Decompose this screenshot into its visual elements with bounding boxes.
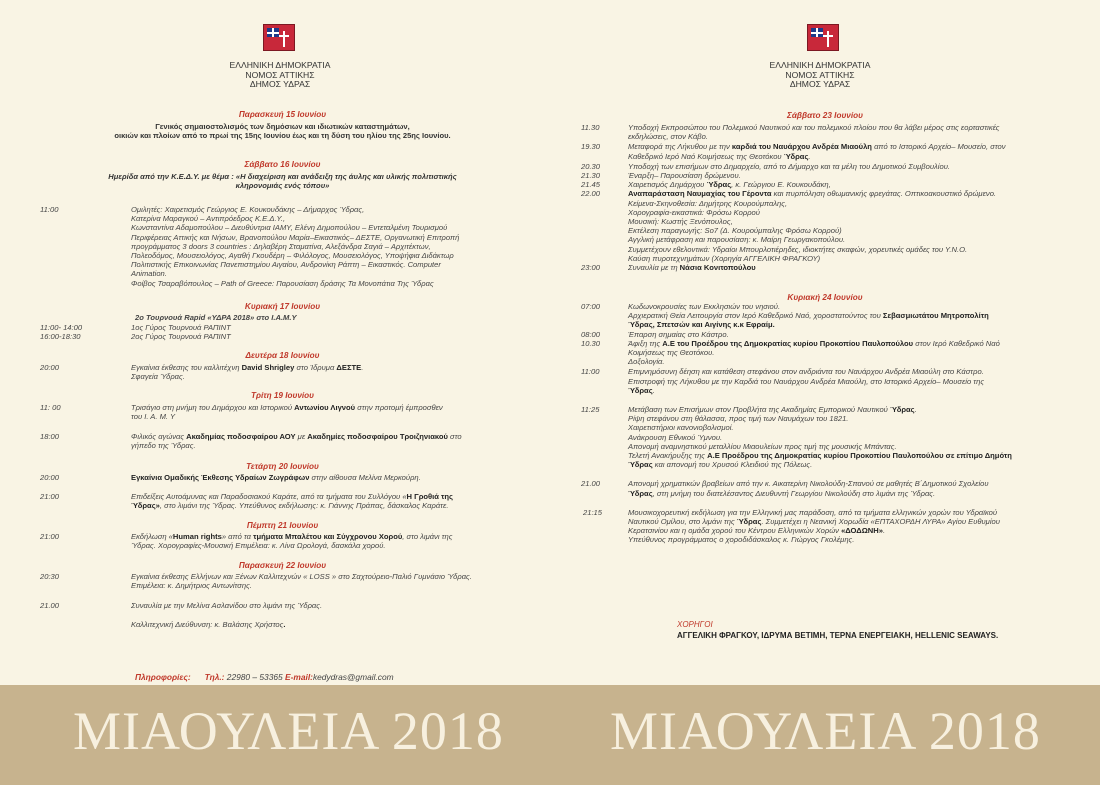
event-text: Ύδρας. [628,385,655,395]
event-text: Ύδρας, στη μνήμη του διατελέσαντος Διευθυντή Γεωργίου Νικολούδη στο λιμάνι της Ύδρας. [628,488,936,498]
event-time: 19.30 [581,142,601,152]
event-text: Συναυλία με τη Νάσια Κονιτοπούλου [628,263,756,272]
event-text: Δοξολογία. [628,357,665,367]
event-text: Εκδήλωση «Human rights» από τα τμήματα Μπαλέτου και Σύγχρονου Χορού, στο λιμάνι της [131,532,453,541]
event-time: 21.45 [581,180,601,190]
event-text: Μετάβαση των Επισήμων στον Προβλήτα της Ακαδημίας Εμπορικού Ναυτικού Ύδρας. [628,405,917,414]
email-link[interactable]: kedydras@gmail.com [312,672,394,682]
event-text: Ανάκρουση Εθνικού Ύμνου. [628,432,723,442]
event-text: Υποδοχή των επισήμων στο Δημαρχείο, από το Δήμαρχο και τα μέλη του Δημοτικού Συμβουλίου. [628,161,950,171]
event-text: Αγγλική μετάφραση και παρουσίαση: κ. Μαίρη Γεωργακοπούλου. [628,235,846,245]
conference-speakers: Ομιλητές: Χαιρετισμός Γεώργιος Ε. Κουκουδάκης – Δήμαρχος Ύδρας, Κατερίνα Μαραγκού – Αντιπρόεδρος Κ.Ε.Δ.Υ., Κωνσταντίνα Αδαμοπούλου – Διευθύντρια ΙΑΜΥ, Ελένη Δημοπούλου – Εντεταλμένη Τουρισμού Περιφέρειας Αττικής και Νήσων, Βρανοπούλου Μαρία–Εικαστικός– ΔΕΣΤΕ, Οργανωτική Επιτροπή προγράμματος 3 doors 3 countries : Δηλαβέρη Σταματίνα, Αλεξάνδρα Σαγιά – Αρχιτέκτων, Πολεοδόμος, Μουσειολόγος, Αγαθή Γκουδέρη – Φιλόλογος, Μουσειολόγος, Υποψήφια Διδάκτωρ Πολιτιστικής Επικοινωνίας Πανεπιστημίου Αιγαίου, Ανδρονίκη Ράπτη – Εικαστικός. Computer Animation. Φοίβος Τσαραβόπουλος – Path of Greece: Παρουσίαση δράσης Τα Μονοπάτια Της Ύδρας [131,205,460,288]
event-time: 21.30 [581,171,601,180]
event-text: Ύδρας. Χορογραφίες-Μουσική Επιμέλεια: κ. Λίνα Ωρολογά, δασκάλα χορού. [131,541,386,550]
event-time: 20:00 [40,363,60,372]
event-text: Εκτέλεση παραγωγής: So7 (Δ. Κουρούμπαλης Φρόσω Κορρού) [628,226,842,236]
event-text: Κερατσινίου και η ομάδα χορού του Κέντρου Ελληνικών Χορών «ΔΟΔΩΝΗ». [628,526,886,536]
conference-title: κληρονομιάς ενός τόπου» [235,181,330,190]
event-text: Επιμνημόσυνη δέηση και κατάθεση στεφάνου στον ανδριάντα του Ναυάρχου Ανδρέα Μιαούλη στο Κάστρο. [628,367,984,377]
event-time: 10.30 [581,338,601,348]
event-time: 07:00 [581,302,601,311]
event-text: Επιδείξεις Αυτοάμυνας και Παραδοσιακού Καράτε, από τα τμήματα του Συλλόγου «Η Γροθιά της [131,492,454,501]
event-time: 21.00 [581,479,601,489]
event-text: Συμμετέχουν εθελοντικά: Υδραίοι Μπουρλοτιέρηδες, ιδιοκτήτες σκαφών, χορευτικές ομάδες του Υ.Ν.Ο. [628,244,968,254]
event-text: Μεταφορά της Λήκυθου με την καρδιά του Ναυάρχου Ανδρέα Μιαούλη από το Ιστορικό Αρχείο– Μουσείο, στον [628,142,1006,152]
coat-of-arms-icon [263,24,295,51]
event-time: 11: 00 [40,403,61,412]
left-page [0,0,550,685]
event-text: Φιλικός αγώνας Ακαδημίας ποδοσφαίρου ΑΟΥ με Ακαδημίες ποδοσφαίρου Τροιζηνιακού στο [131,432,462,441]
event-text: Τρισάγιο στη μνήμη του Δημάρχου και Ιστορικού Αντωνίου Λιγνού στην προτομή έμπροσθεν [131,403,443,412]
event-text: Απονομή χρηματικών βραβείων από την κ. Αικατερίνη Νικολούδη-Σπανού σε μαθητές Β΄Δημοτικού Σχολείου [628,479,989,489]
event-time: 20.30 [581,161,601,171]
event-time: 21:15 [583,507,603,517]
event-time: 20:30 [40,572,60,581]
event-text: Άφιξη της Α.Ε του Προέδρου της Δημοκρατίας κυρίου Προκοπίου Παυλοπούλου στον Ιερό Καθεδρικό Ναό [628,338,1000,348]
event-text: Κοιμήσεως της Θεοτόκου. [628,348,715,357]
event-text: Τελετή Ανακήρυξης της Α.Ε Προέδρου της Δημοκρατίας κυρίου Προκοπίου Παυλοπούλου σε επίτιμο Δημότη [628,451,1012,460]
conference-title: Ημερίδα από την Κ.Ε.Δ.Υ. με θέμα : «Η διαχείριση και ανάδειξη της άυλης και υλικής πολιτιστικής [108,172,457,181]
event-text: Αρχιερατική Θεία Λειτουργία στον Ιερό Καθεδρικό Ναό, χοροστατούντος του Σεβασμιωτάτου Μητροπολίτη [628,311,989,321]
event-text: Απονομή αναμνηστικού μεταλλίου Μιαουλείων προς τιμή της μουσικής Μπάντας. [628,441,897,451]
event-time: 21:00 [40,532,60,541]
day-heading-sun-24: Κυριακή 24 Ιουνίου [787,293,863,302]
event-time: 11:00 [40,205,59,214]
event-text: 2ος Γύρος Τουρνουά ΡΑΠΙΝΤ [131,332,231,341]
event-time: 22.00 [581,189,601,199]
event-text: 1ος Γύρος Τουρνουά ΡΑΠΙΝΤ [131,323,231,332]
event-text: Εγκαίνια Ομαδικής Έκθεσης Υδραίων Ζωγράφων στην αίθουσα Μελίνα Μερκούρη. [131,473,421,482]
event-text: Κείμενα-Σκηνοθεσία: Δημήτρης Κουρούμπαλης, [628,198,788,208]
sponsors-list: ΑΓΓΕΛΙΚΗ ΦΡΑΓΚΟΥ, ΙΔΡΥΜΑ ΒΕΤΙΜΗ, ΤΕΡΝΑ ΕΝΕΡΓΕΙΑΚΗ, HELLENIC SEAWAYS. [677,631,999,640]
event-text: Εγκαίνια έκθεσης του καλλιτέχνη David Shrigley στο Ίδρυμα ΔΕΣΤΕ. [131,363,364,372]
event-text: Επιστροφή της Λήκυθου με την Καρδιά του Ναυάρχου Ανδρέα Μιαούλη, στο Ιστορικό Αρχείο– Μουσείο της [628,376,985,386]
flag-dressing-text: οικιών και πλοίων από το πρωί της 15ης Ιουνίου έως και τη δύση του ηλίου της 25ης Ιουνίου. [114,131,451,140]
event-text: Συναυλία με την Μελίνα Ασλανίδου στο λιμάνι της Ύδρας. [131,601,323,610]
day-heading-wed-20: Τετάρτη 20 Ιουνίου [246,462,319,471]
event-time: 11.30 [581,123,600,132]
event-text: Καθεδρικό Ιερό Ναό Κοιμήσεως της Θεοτόκου Ύδρας. [628,151,811,161]
event-time: 11:25 [581,405,600,414]
day-heading-mon-18: Δευτέρα 18 Ιουνίου [245,351,320,360]
event-text: Ύδρας, Σπετσών και Αιγίνης κ.κ Εφραίμ. [628,320,775,330]
event-text: εκδηλώσεις, στον Κάβο. [628,132,708,142]
event-text: Καύση πυροτεχνημάτων (Χορηγία ΑΓΓΕΛΙΚΗ ΦΡΑΓΚΟΥ) [628,253,821,263]
chess-tournament-title: 2ο Τουρνουά Rapid «ΥΔΡΑ 2018» στο Ι.Α.Μ.Υ [135,313,297,322]
event-time: 18:00 [40,432,60,441]
event-text: Ναυτικού Ομίλου, στο λιμάνι της Ύδρας. Συμμετέχει η Νεανική Χορωδία «ΕΠΤΑΧΟΡΔΗ ΛΥΡΑ» Αγίου Ευθυμίου [628,517,1000,526]
coat-of-arms-icon [807,24,839,51]
event-time: 11:00 [581,367,600,377]
event-text: Ύδρας και απονομή του Χρυσού Κλειδιού της Πόλεως. [628,460,813,470]
event-time: 21.00 [40,601,60,610]
event-time: 16:00-18:30 [40,332,81,341]
event-text: Μουσική: Κωστής Ξενόπουλος, [628,217,733,226]
day-heading-sun-17: Κυριακή 17 Ιουνίου [244,302,321,311]
sponsors-heading: ΧΟΡΗΓΟΙ [677,620,713,629]
event-text: Χαιρετιστήριοι κανονιοβολισμοί. [628,423,734,433]
day-heading-tue-19: Τρίτη 19 Ιουνίου [250,391,315,400]
day-heading-sat-16: Σάββατο 16 Ιουνίου [244,160,321,169]
event-time: 20:00 [40,473,60,482]
contact-info: Πληροφορίες: Τηλ.: 22980 – 53365 E-mail:kedydras@gmail.com [135,672,394,682]
event-text: Σφαγεία Ύδρας. [131,372,185,381]
left-title: ΜΙΑΟΥΛΕΙΑ 2018 [73,701,504,761]
event-text: του Ι. Α. Μ. Υ [131,412,176,421]
event-time: 11:00- 14:00 [40,323,83,332]
event-text: Χαιρετισμός Δημάρχου Ύδρας, κ. Γεώργιου Ε. Κουκουδάκη, [628,180,831,190]
event-time: 23:00 [581,263,601,272]
event-text: Υπεύθυνος προγράμματος ο χοροδιδάσκαλος κ. Γιώργος Γκολέμης. [628,535,855,545]
event-time: 08:00 [581,329,601,339]
event-text: Υποδοχή Εκπροσώπου του Πολεμικού Ναυτικού και του πολεμικού πλοίου που θα λάβει μέρος στις εορταστικές [628,123,1000,132]
event-text: Ρίψη στεφάνου στη θάλασσα, προς τιμή των Ναυμάχων του 1821. [628,414,849,424]
event-text: Αναπαράσταση Ναυμαχίας του Γέροντα και πυρπόληση οθωμανικής φρεγάτας. Οπτικοακουστικό δρώμενο. [628,189,997,199]
event-text: Ύδρας», στο λιμάνι της Ύδρας. Υπεύθυνος εκδήλωσης: κ. Γιάννης Πράπας, δάσκαλος Καράτε. [131,501,449,510]
right-title: ΜΙΑΟΥΛΕΙΑ 2018 [610,701,1041,761]
event-text: Μουσικοχορευτική εκδήλωση για την Ελληνική μας παράδοση, από τα τμήματα ελληνικών χορών του Υδραϊκού [628,507,998,517]
event-text: Έπαρση σημαίας στο Κάστρο. [628,329,729,339]
artistic-direction: Καλλιτεχνική Διεύθυνση: κ. Βαλάσης Χρήστος. [131,620,286,629]
day-heading-fri-22: Παρασκευή 22 Ιουνίου [238,561,327,570]
event-time: 21:00 [40,492,60,501]
event-text: γήπεδο της Ύδρας. [131,441,196,450]
flag-dressing-text: Γενικός σημαιοστολισμός των δημόσιων και ιδιωτικών καταστημάτων, [155,122,410,131]
event-text: Επιμέλεια: κ. Δημήτριος Αντωνίτσης. [131,581,252,590]
event-text: Κωδωνοκρουσίες των Εκκλησιών του νησιού. [628,302,781,311]
organization-header: ΕΛΛΗΝΙΚΗ ΔΗΜΟΚΡΑΤΙΑ ΝΟΜΟΣ ΑΤΤΙΚΗΣ ΔΗΜΟΣ ΥΔΡΑΣ [229,60,331,89]
day-heading-fri-15: Παρασκευή 15 Ιουνίου [238,110,327,119]
event-text: Χορογραφία-εικαστικά: Φρόσω Κορρού [628,207,760,217]
day-heading-sat-23: Σάββατο 23 Ιουνίου [787,111,863,120]
event-text: Εγκαίνια έκθεσης Ελλήνων και Ξένων Καλλιτεχνών « LOSS » στο Σαχτούρειο-Παλιό Γυμνάσιο Ύδρας. [131,572,472,581]
event-text: Έναρξη– Παρουσίαση δρώμενου. [628,171,741,180]
day-heading-thu-21: Πέμπτη 21 Ιουνίου [246,521,319,530]
organization-header: ΕΛΛΗΝΙΚΗ ΔΗΜΟΚΡΑΤΙΑ ΝΟΜΟΣ ΑΤΤΙΚΗΣ ΔΗΜΟΣ ΥΔΡΑΣ [769,60,871,89]
